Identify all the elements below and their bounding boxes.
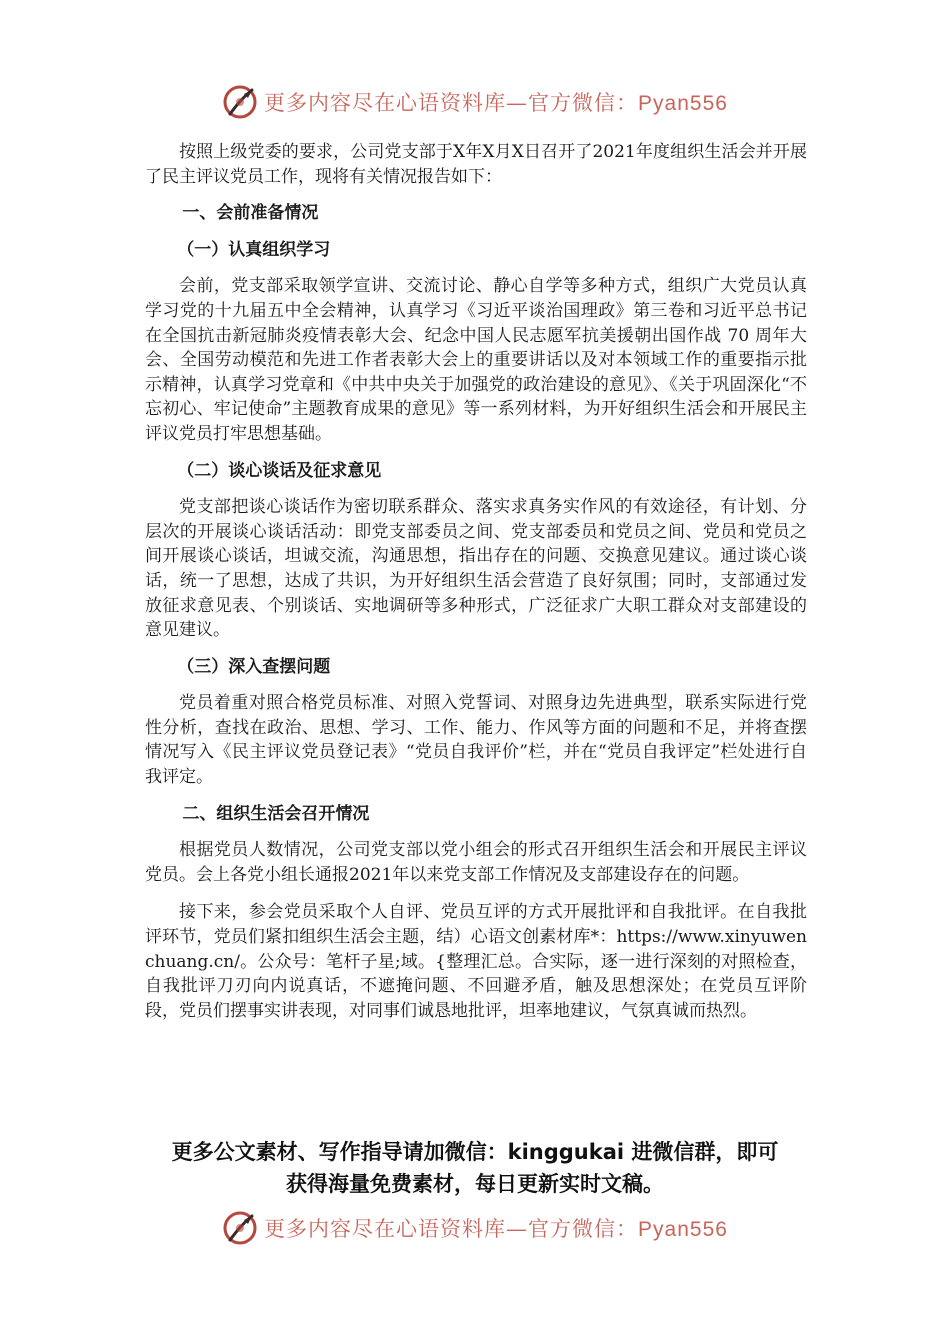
- footer-banner: [0, 1208, 950, 1248]
- footer-banner-text: 更多内容尽在心语资料库—官方微信：Pyan556: [264, 1217, 728, 1241]
- subsection-1-1-heading: （一）认真组织学习: [177, 239, 331, 260]
- section-2-heading: 二、组织生活会召开情况: [182, 803, 370, 824]
- header-banner-text: 更多内容尽在心语资料库—官方微信：Pyan556: [264, 91, 728, 115]
- promo-line-2: 获得海量免费素材，每日更新实时文稿。: [286, 1172, 664, 1196]
- section-2-body-1: 根据党员人数情况，公司党支部以党小组会的形式召开组织生活会和开展民主评议党员。会上各党小组长通报2021年以来党支部工作情况及支部建设存在的问题。: [145, 840, 807, 885]
- footer-banner-account: Pyan556: [638, 1218, 728, 1241]
- pen-logo-icon: [222, 84, 258, 120]
- intro-paragraph: 按照上级党委的要求，公司党支部于X年X月X日召开了2021年度组织生活会并开展了民主评议党员工作，现将有关情况报告如下：: [145, 142, 807, 187]
- subsection-1-3-heading: （三）深入查摆问题: [177, 656, 331, 677]
- subsection-1-2-body: 党支部把谈心谈话作为密切联系群众、落实求真务实作风的有效途径，有计划、分层次的开展谈心谈话活动：即党支部委员之间、党支部委员和党员之间、党员和党员之间开展谈心谈话，坦诚交流，沟通思想，指出存在的问题、交换意见建议。通过谈心谈话，统一了思想，达成了共识，为开好组织生活会营造了良好氛围；同时，支部通过发放征求意见表、个别谈话、实地调研等多种形式，广泛征求广大职工群众对支部建设的意见建议。: [145, 497, 807, 641]
- section-2-body-2: 接下来，参会党员采取个人自评、党员互评的方式开展批评和自我批评。在自我批评环节，党员们紧扣组织生活会主题，结）心语文创素材库*：https://www.xinyuwenchuang.cn/。公众号：笔杆子星;域。{整理汇总。合实际，逐一进行深刻的对照检查，自我批评刀刃向内说真话，不遮掩问题、不回避矛盾，触及思想深处；在党员互评阶段，党员们摆事实讲表现，对同事们诚恳地批评，坦率地建议，气氛真诚而热烈。: [145, 902, 807, 1021]
- subsection-1-3-body: 党员着重对照合格党员标准、对照入党誓词、对照身边先进典型，联系实际进行党性分析，查找在政治、思想、学习、工作、能力、作风等方面的问题和不足，并将查摆情况写入《民主评议党员登记表》“党员自我评价”栏，并在“党员自我评定”栏处进行自我评定。: [145, 693, 807, 788]
- header-banner-account: Pyan556: [638, 92, 728, 115]
- document-body: [145, 140, 807, 1023]
- section-1-heading: 一、会前准备情况: [182, 203, 319, 224]
- header-banner: [0, 82, 950, 122]
- pen-logo-icon: [222, 1210, 258, 1246]
- subsection-1-1-body: 会前，党支部采取领学宣讲、交流讨论、静心自学等多种方式，组织广大党员认真学习党的十九届五中全会精神，认真学习《习近平谈治国理政》第三卷和习近平总书记在全国抗击新冠肺炎疫情表彰大会、纪念中国人民志愿军抗美援朝出国作战 70 周年大会、全国劳动模范和先进工作者表彰大会上的重要讲话以及对本领域工作的重要指示批示精神，认真学习党章和《中共中央关于加强党的政治建设的意见》、《关于巩固深化“不忘初心、牢记使命”主题教育成果的意见》等一系列材料，为开好组织生活会和开展民主评议党员打牢思想基础。: [145, 276, 807, 444]
- promo-block: [120, 1136, 830, 1200]
- promo-line-1: 更多公文素材、写作指导请加微信：kinggukai 进微信群，即可: [171, 1140, 779, 1164]
- subsection-1-2-heading: （二）谈心谈话及征求意见: [177, 460, 382, 481]
